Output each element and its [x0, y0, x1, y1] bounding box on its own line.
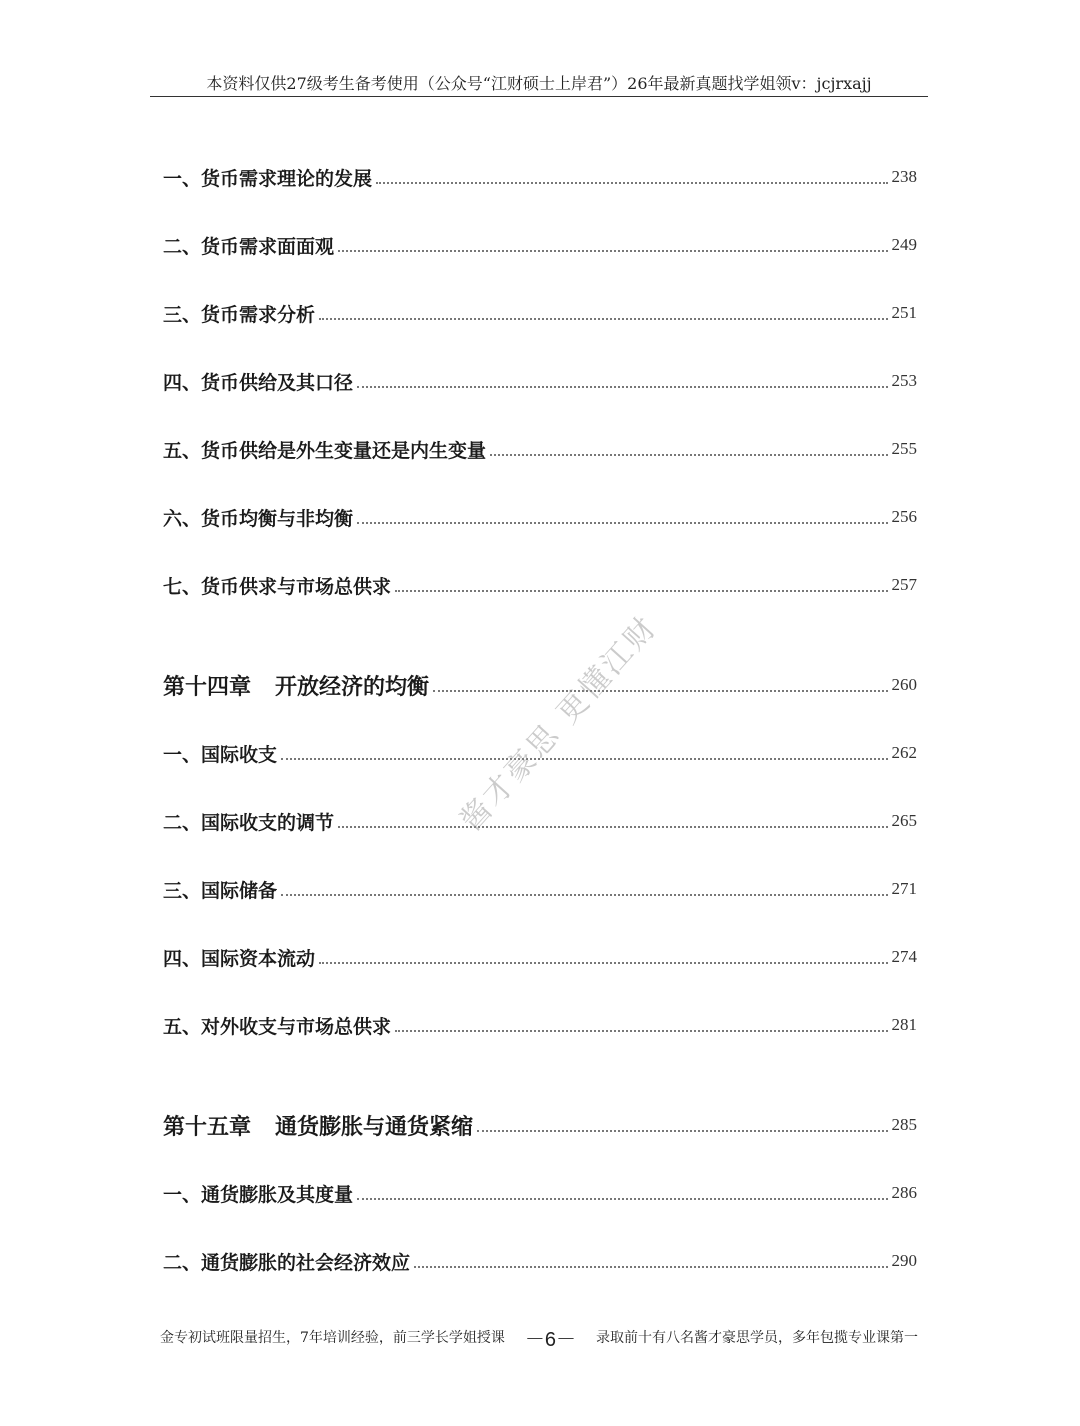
toc-entry[interactable]: [163, 1244, 917, 1278]
toc-entry-title: 二、通货膨胀的社会经济效应: [163, 1251, 411, 1274]
toc-entry-page: 260: [891, 675, 917, 694]
toc-entry[interactable]: [163, 1176, 917, 1210]
toc-entry-page: 255: [891, 439, 917, 458]
toc-leader-dots: [477, 1129, 887, 1132]
toc-entry-title: 四、货币供给及其口径: [163, 371, 354, 394]
toc-entry[interactable]: [163, 1008, 917, 1042]
toc-leader-dots: [357, 1197, 887, 1200]
toc-entry[interactable]: [163, 432, 917, 466]
toc-chapter-title: [163, 670, 429, 701]
toc-chapter-title: [163, 1110, 473, 1141]
toc-entry[interactable]: [163, 940, 917, 974]
toc-leader-dots: [490, 453, 887, 456]
toc-entry[interactable]: [163, 500, 917, 534]
toc-leader-dots: [338, 825, 887, 828]
toc-leader-dots: [395, 1029, 887, 1032]
toc-entry-page: 281: [891, 1015, 917, 1034]
page-footer: [150, 1324, 928, 1350]
toc-entry-page: 251: [891, 303, 917, 322]
toc-entry-page: 253: [891, 371, 917, 390]
toc-leader-dots: [376, 181, 887, 184]
toc-entry-title: 六、货币均衡与非均衡: [163, 507, 354, 530]
toc-leader-dots: [319, 317, 887, 320]
toc-chapter-entry[interactable]: [163, 1108, 917, 1142]
toc-chapter-name: 开放经济的均衡: [275, 674, 430, 700]
toc-entry-page: 238: [891, 167, 917, 186]
toc-leader-dots: [338, 249, 887, 252]
toc-leader-dots: [414, 1265, 887, 1268]
toc-entry[interactable]: [163, 228, 917, 262]
toc-entry-title: 三、国际储备: [163, 879, 278, 902]
footer-right-text: 录取前十有八名酱才豪思学员，多年包揽专业课第一: [596, 1330, 919, 1346]
toc-leader-dots: [357, 385, 887, 388]
toc-entry-title: 一、货币需求理论的发展: [163, 167, 373, 190]
toc-chapter-number: 第十五章: [163, 1114, 252, 1140]
toc-chapter-name: 通货膨胀与通货紧缩: [275, 1114, 474, 1140]
toc-entry[interactable]: [163, 872, 917, 906]
toc-entry-title: 五、对外收支与市场总供求: [163, 1015, 392, 1038]
toc-entry-title: 一、通货膨胀及其度量: [163, 1183, 354, 1206]
toc-entry-page: 271: [891, 879, 917, 898]
toc-chapter-entry[interactable]: [163, 668, 917, 702]
toc-entry[interactable]: [163, 568, 917, 602]
toc-entry-page: 262: [891, 743, 917, 762]
toc-leader-dots: [319, 961, 887, 964]
toc-entry-page: 286: [891, 1183, 917, 1202]
toc-entry[interactable]: [163, 364, 917, 398]
toc-entry-page: 274: [891, 947, 917, 966]
toc-leader-dots: [357, 521, 887, 524]
toc-entry-page: 265: [891, 811, 917, 830]
toc-leader-dots: [395, 589, 887, 592]
toc-entry-title: 四、国际资本流动: [163, 947, 316, 970]
toc-entry-page: 290: [891, 1251, 917, 1270]
toc-entry-title: 二、货币需求面面观: [163, 235, 335, 258]
watermark: 酱才豪思 更懂江财: [453, 609, 665, 839]
toc-leader-dots: [281, 893, 887, 896]
toc-entry-title: 七、货币供求与市场总供求: [163, 575, 392, 598]
footer-page-number: －6－: [524, 1328, 577, 1351]
toc-entry[interactable]: [163, 160, 917, 194]
toc-entry-page: 285: [891, 1115, 917, 1134]
toc-entry-title: 一、国际收支: [163, 743, 278, 766]
toc-entry-page: 257: [891, 575, 917, 594]
toc-entry-page: 249: [891, 235, 917, 254]
toc-entry-page: 256: [891, 507, 917, 526]
toc-entry-title: 五、货币供给是外生变量还是内生变量: [163, 439, 487, 462]
toc-entry[interactable]: [163, 296, 917, 330]
toc-chapter-number: 第十四章: [163, 674, 252, 700]
toc-entry-title: 二、国际收支的调节: [163, 811, 335, 834]
toc-entry[interactable]: [163, 804, 917, 838]
toc-leader-dots: [433, 689, 887, 692]
footer-left-text: 金专初试班限量招生，7年培训经验，前三学长学姐授课: [159, 1330, 505, 1346]
page-header: 本资料仅供27级考生备考使用（公众号“江财硕士上岸君”）26年最新真题找学姐领v：jcjrxajj: [150, 72, 928, 97]
toc-leader-dots: [281, 757, 887, 760]
toc-entry-title: 三、货币需求分析: [163, 303, 316, 326]
